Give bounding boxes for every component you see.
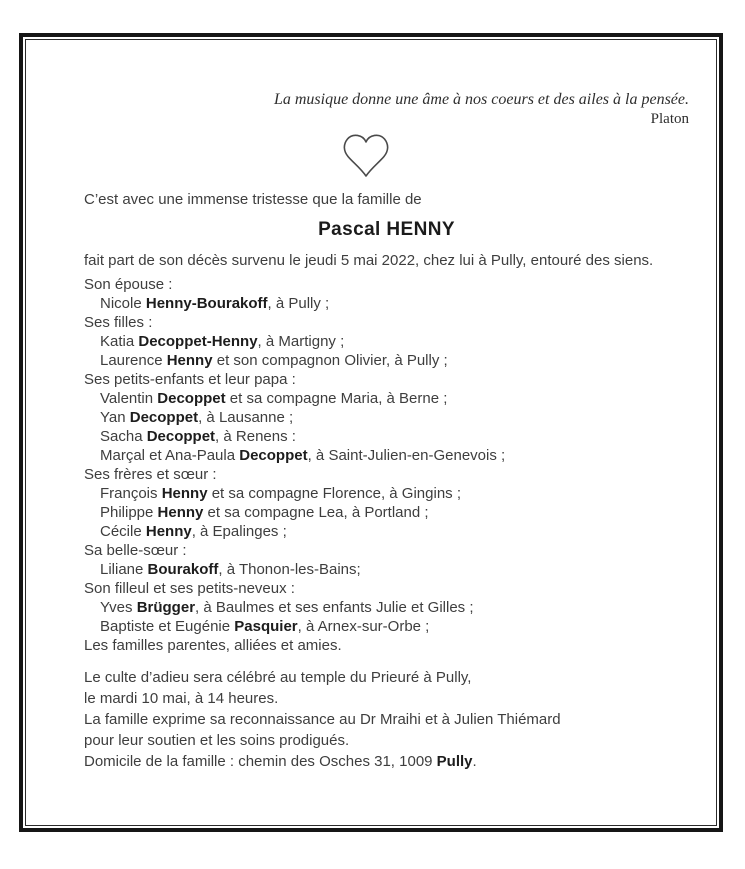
memorial-card-inner-border bbox=[25, 39, 717, 826]
text-line: Valentin Decoppet et sa compagne Maria, à Berne ; bbox=[100, 390, 448, 407]
text-line: Ses petits-enfants et leur papa : bbox=[84, 371, 296, 388]
text-line: Marçal et Ana-Paula Decoppet, à Saint-Julien-en-Genevois ; bbox=[100, 447, 506, 464]
text-line: Cécile Henny, à Epalinges ; bbox=[100, 523, 287, 540]
quote-text: La musique donne une âme à nos coeurs et des ailes à la pensée. bbox=[273, 91, 689, 108]
text-line: Ses filles : bbox=[84, 314, 153, 331]
text-line: Nicole Henny-Bourakoff, à Pully ; bbox=[100, 295, 330, 312]
opening-line: C’est avec une immense tristesse que la famille de bbox=[84, 191, 422, 208]
announcement-text: fait part de son décès survenu le jeudi 5 mai 2022, chez lui à Pully, entouré des siens. bbox=[84, 252, 654, 269]
text-line: La famille exprime sa reconnaissance au Dr Mraihi et à Julien Thiémard bbox=[84, 711, 561, 728]
heart-icon bbox=[339, 132, 393, 179]
text-line: Katia Decoppet-Henny, à Martigny ; bbox=[100, 333, 345, 350]
text-line: Son épouse : bbox=[84, 276, 173, 293]
quote-author: Platon bbox=[650, 111, 689, 127]
text-line: Philippe Henny et sa compagne Lea, à Portland ; bbox=[100, 504, 429, 521]
text-line: Baptiste et Eugénie Pasquier, à Arnex-sur-Orbe ; bbox=[100, 618, 430, 635]
closing-paragraph bbox=[84, 667, 689, 772]
text-line: Son filleul et ses petits-neveux : bbox=[84, 580, 295, 597]
deceased-name: Pascal HENNY bbox=[318, 219, 455, 240]
memorial-card-frame bbox=[19, 33, 723, 832]
text-line: Laurence Henny et son compagnon Olivier, à Pully ; bbox=[100, 352, 448, 369]
text-line: Liliane Bourakoff, à Thonon-les-Bains; bbox=[100, 561, 361, 578]
heart-icon-row bbox=[339, 132, 689, 179]
family-list bbox=[84, 275, 689, 655]
memorial-card-content bbox=[26, 40, 716, 825]
text-line: Le culte d’adieu sera célébré au temple du Prieuré à Pully, bbox=[84, 669, 472, 686]
text-line: Sacha Decoppet, à Renens : bbox=[100, 428, 296, 445]
text-line: pour leur soutien et les soins prodigués. bbox=[84, 732, 350, 749]
text-line: Ses frères et sœur : bbox=[84, 466, 217, 483]
text-line: Domicile de la famille : chemin des Osches 31, 1009 Pully. bbox=[84, 753, 477, 770]
text-line: Yves Brügger, à Baulmes et ses enfants Julie et Gilles ; bbox=[100, 599, 474, 616]
text-line: Yan Decoppet, à Lausanne ; bbox=[100, 409, 294, 426]
text-line: François Henny et sa compagne Florence, à Gingins ; bbox=[100, 485, 462, 502]
text-line: Sa belle-sœur : bbox=[84, 542, 187, 559]
text-line: Les familles parentes, alliées et amies. bbox=[84, 637, 342, 654]
text-line: le mardi 10 mai, à 14 heures. bbox=[84, 690, 279, 707]
